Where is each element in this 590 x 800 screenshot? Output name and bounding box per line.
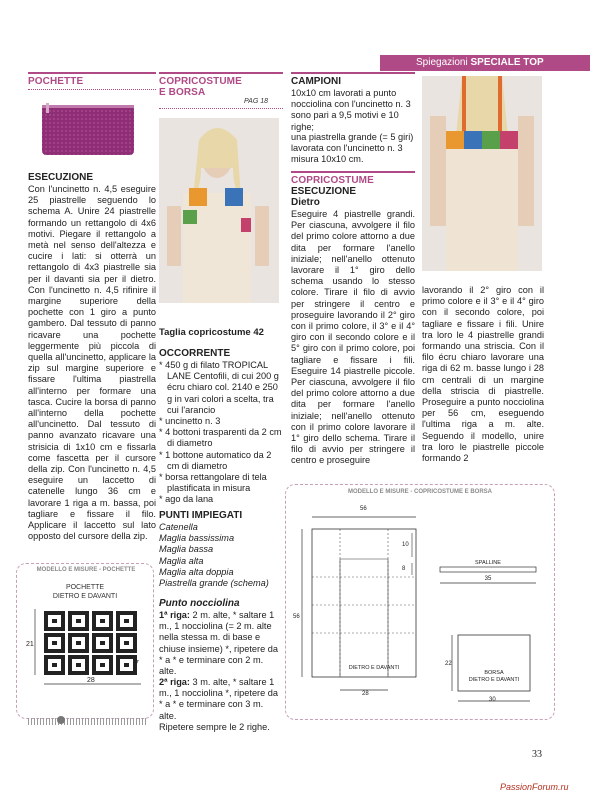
pochette-tile-dot [124,619,129,623]
exec-esecuzione: ESECUZIONE [291,186,357,197]
pochette-diagram-label [30,583,140,601]
nocciolina-riga2: 2ª riga: 3 m. alte, * saltare 1 m., 1 nocciolina *, ripetere da * a * e terminare con 3 m. alte. [159,677,278,721]
pochette-dim-tile: 7 [135,660,139,667]
dim-bottom: 28 [362,691,369,697]
spalline-label: SPALLINE [475,560,501,566]
borsa-label-2: DIETRO E DAVANTI [468,677,520,683]
pochette-tile-dot [52,641,57,645]
pochette-dim-height: 21 [26,641,34,648]
big-diagram-title: MODELLO E MISURE - COPRICOSTUME E BORSA [347,489,492,495]
occorrente-item: * 450 g di filato TROPICAL LANE Centofili, di cui 200 g écru chiaro col. 2140 e 250 g in vari colori a scelta, tra cui l'arancio [159,360,279,415]
punti-list [159,522,283,589]
punti-item: Maglia alta doppia [159,566,234,577]
pochette-tile-dot [124,663,129,667]
punti-item: Maglia bassissima [159,533,235,544]
pochette-tile-dot [52,663,57,667]
pochette-tile-grid [44,611,137,675]
pochette-dim-width: 28 [87,677,95,684]
punti-item: Catenella [159,522,198,532]
pochette-title: POCHETTE [28,76,84,87]
ripetere-text: Ripetere sempre le 2 righe. [159,722,270,732]
section-header-bar [380,55,590,71]
dim-10: 10 [402,542,409,548]
campioni-text1: 10x10 cm lavorati a punto nocciolina con l'uncinetto n. 3 sono pari a 9,5 motivi e 10 righe; [291,88,411,132]
model-photo-front [159,118,279,303]
copricostume-rule [159,72,283,74]
pochette-diagram-label-1: POCHETTE [65,584,105,591]
campioni-text2: una piastrella grande (= 5 giri) lavorata con l'uncinetto n. 3 misura 10x10 cm. [291,132,414,165]
exec-dietro: Dietro [291,197,320,208]
header-title: SPECIALE TOP [470,57,544,68]
pochette-photo [40,101,136,157]
occorrente-item: * 1 bottone automatico da 2 cm di diametro [159,449,272,471]
header-prefix: Spiegazioni [416,57,468,68]
pochette-esecuzione-title: ESECUZIONE [28,172,94,183]
model-photo-back [422,76,542,271]
dim-8: 8 [402,566,406,572]
pochette-body: Con l'uncinetto n. 4,5 eseguire 25 piastrelle seguendo lo schema A. Unire 24 piastrelle formando un rettangolo di 4x6 motivi. Piegare il rettangolo a metà nel senso dell'altezza e cucire i lati: si otterrà un rettangolo di 4x3 piastrelle sia per il davanti sia per il dietro. Con l'uncinetto n. 4,5 rifinire il margine superiore della pochette con 1 giro a punto gambero. Dal tessuto di panno ricavare una pochette leggermente più piccola di quella all'uncinetto, applicare la zip sul margine superiore e fissare l'ultima piastrella all'interno per formare una tasca. Cucire la borsa di panno all'interno della pochette all'uncinetto. Dal tessuto di panno avanzato ricavare una strisicia di 1x10 cm e fissarla come fascetta per il cursore della zip. Con l'uncinetto n. 4,5 eseguire un laccetto di catenelle lungo 36 cm e lavorare 1 riga a m. bassa, poi tagliare e fissare il filo. Applicare il laccetto sul lato opposto del cursore della zip. [28,184,156,542]
size-label: Taglia copricostume 42 [159,327,264,338]
pochette-tile-dot [100,619,105,623]
spalline-dim: 35 [484,576,492,582]
punti-item: Maglia alta [159,555,204,566]
pochette-diagram-title: MODELLO E MISURE - POCHETTE [36,567,136,573]
borsa-label-1: BORSA [484,670,504,676]
decorative-dot [57,716,65,724]
pochette-dotted-rule [28,89,156,90]
borsa-dim-w: 30 [489,697,496,703]
dim-height: 56 [293,614,300,620]
pochette-tile-dot [76,619,81,623]
copricostume-title [159,76,283,98]
watermark: PassionForum.ru [500,782,569,792]
page-number: 33 [532,749,542,760]
punti-item: Piastrella grande (schema) [159,578,269,589]
borsa-dim-h: 22 [445,661,452,667]
occorrente-item: * uncinetto n. 3 [159,416,221,427]
copricostume-dotted-rule [159,108,283,109]
exec-body-col4: lavorando il 2° giro con il primo colore e il 3° e il 4° giro con il secondo colore, poi tagliare e fissare i fili. Unire tra loro le 4 piastrelle grandi formando una striscia. Con il filo écru chiaro lavorare una riga di 62 m. basse lungo i 28 cm centrali di un margine della striscia di piastrelle. Proseguire a punto nocciolina per 56 cm, eseguendo l'ultima riga a m. alte. Seguendo il modello, unire tra loro le piastrelle piccole formando 2 [422,285,544,464]
punti-item: Maglia bassa [159,544,214,555]
pochette-tile-dot [76,663,81,667]
occorrente-item: * ago da lana [159,494,214,505]
pochette-tile-dot [100,641,105,645]
body-piece-label: DIETRO E DAVANTI [348,665,400,671]
nocciolina-riga1: 1ª riga: 2 m. alte, * saltare 1 m., 1 nocciolina (= 2 m. alte nella stessa m. di base e chiuse insieme) *, ripetere da * a * e terminare con 2 m. alte. [159,610,278,677]
punti-title: PUNTI IMPIEGATI [159,510,243,521]
pochette-tile-dot [100,663,105,667]
occorrente-title: OCCORRENTE [159,348,231,359]
pochette-diagram-label-2: DIETRO E DAVANTI [52,593,118,600]
pochette-tile-dot [124,641,129,645]
exec-rule [291,171,415,173]
pochette-rule [28,72,156,74]
exec-body-col3: Eseguire 4 piastrelle grandi. Per ciascuna, avvolgere il filo del primo colore attorno a due dita per formare l'anello iniziale; nell'anello ottenuto lavorare il 1° giro dello schema usando lo stesso colore. Tirare il filo di avvio per stringere il centro e proseguire lavorando il 2° giro con il primo colore, il 3° e il 4° giro con il secondo colore e il 5° giro con il primo colore, poi tagliare e fissare i fili. Eseguire 14 piastrelle piccole. Per ciascuna, avvolgere il filo del primo colore attorno a due dita per formare l'anello iniziale; nell'anello ottenuto con il primo colore lavorare il 1° giro dello schema. Tirare il filo di avvio per stringere il centro e proseguire [291,209,415,466]
campioni-rule [291,72,415,74]
occorrente-item: * 4 bottoni trasparenti da 2 cm di diametro [159,427,282,449]
decorative-bar [28,718,148,725]
copricostume-title-2: E BORSA [159,87,206,98]
borsa-label [458,670,530,684]
campioni-title: CAMPIONI [291,76,341,87]
pochette-tile-dot [76,641,81,645]
occorrente-item: * borsa rettangolare di tela plastificata in misura [159,472,267,494]
nocciolina-title: Punto nocciolina [159,598,240,609]
copricostume-title-1: COPRICOSTUME [159,76,242,87]
page-ref: PAG 18 [244,98,268,105]
pochette-tile-dot [52,619,57,623]
dim-top: 56 [360,506,367,512]
exec-title: COPRICOSTUME [291,175,374,186]
occorrente-list [159,360,283,506]
